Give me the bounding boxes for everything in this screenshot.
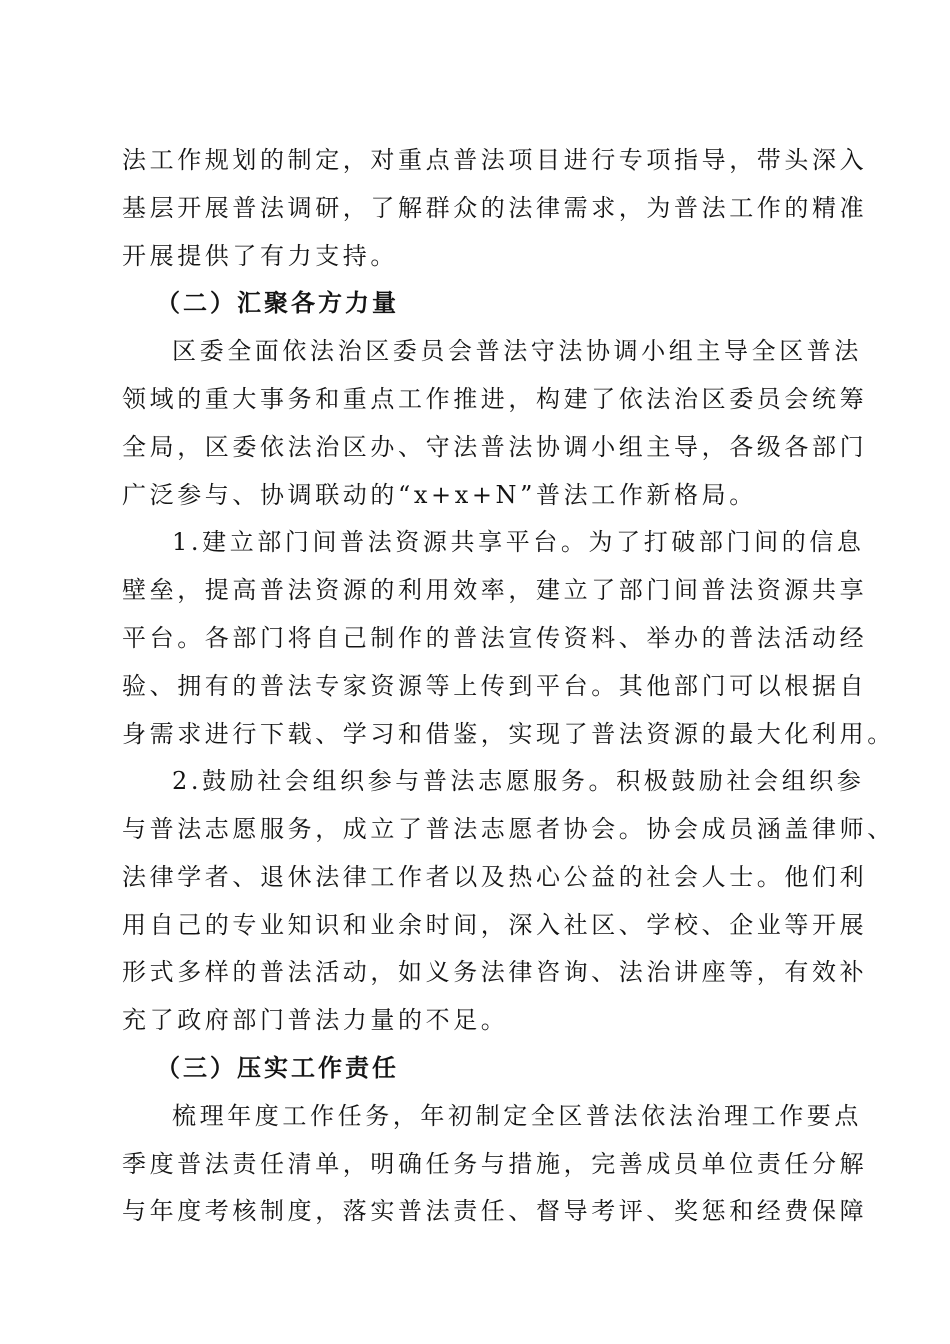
paragraph-line: 梳理年度工作任务，年初制定全区普法依法治理工作要点 [172,1102,862,1130]
paragraph-line: 与普法志愿服务，成立了普法志愿者协会。协会成员涵盖律师、 [122,815,895,843]
paragraph-line: 用自己的专业知识和业余时间，深入社区、学校、企业等开展 [122,911,868,939]
paragraph-line: 开展提供了有力支持。 [122,242,398,270]
paragraph-line: 平台。各部门将自己制作的普法宣传资料、举办的普法活动经 [122,624,868,652]
paragraph-line: 充了政府部门普法力量的不足。 [122,1006,509,1034]
paragraph-line: 1.建立部门间普法资源共享平台。为了打破部门间的信息 [172,528,865,556]
paragraph-line: 与年度考核制度，落实普法责任、督导考评、奖惩和经费保障 [122,1197,868,1225]
paragraph-line: 身需求进行下载、学习和借鉴，实现了普法资源的最大化利用。 [122,720,895,748]
paragraph-line: 壁垒，提高普法资源的利用效率，建立了部门间普法资源共享 [122,576,868,604]
paragraph-line: 领域的重大事务和重点工作推进，构建了依法治区委员会统筹 [122,385,868,413]
section-heading: （三）压实工作责任 [156,1053,399,1082]
paragraph-line: 广泛参与、协调联动的“x+x+N”普法工作新格局。 [122,481,757,509]
paragraph-line: 形式多样的普法活动，如义务法律咨询、法治讲座等，有效补 [122,958,868,986]
section-heading: （二）汇聚各方力量 [156,288,399,317]
paragraph-line: 验、拥有的普法专家资源等上传到平台。其他部门可以根据自 [122,672,868,700]
paragraph-line: 2.鼓励社会组织参与普法志愿服务。积极鼓励社会组织参 [172,767,865,795]
paragraph-line: 法工作规划的制定，对重点普法项目进行专项指导，带头深入 [122,146,868,174]
paragraph-line: 基层开展普法调研，了解群众的法律需求，为普法工作的精准 [122,194,868,222]
paragraph-line: 区委全面依法治区委员会普法守法协调小组主导全区普法 [172,337,862,365]
paragraph-line: 法律学者、退休法律工作者以及热心公益的社会人士。他们利 [122,863,868,891]
paragraph-line: 全局，区委依法治区办、守法普法协调小组主导，各级各部门 [122,433,868,461]
paragraph-line: 季度普法责任清单，明确任务与措施，完善成员单位责任分解 [122,1150,868,1178]
